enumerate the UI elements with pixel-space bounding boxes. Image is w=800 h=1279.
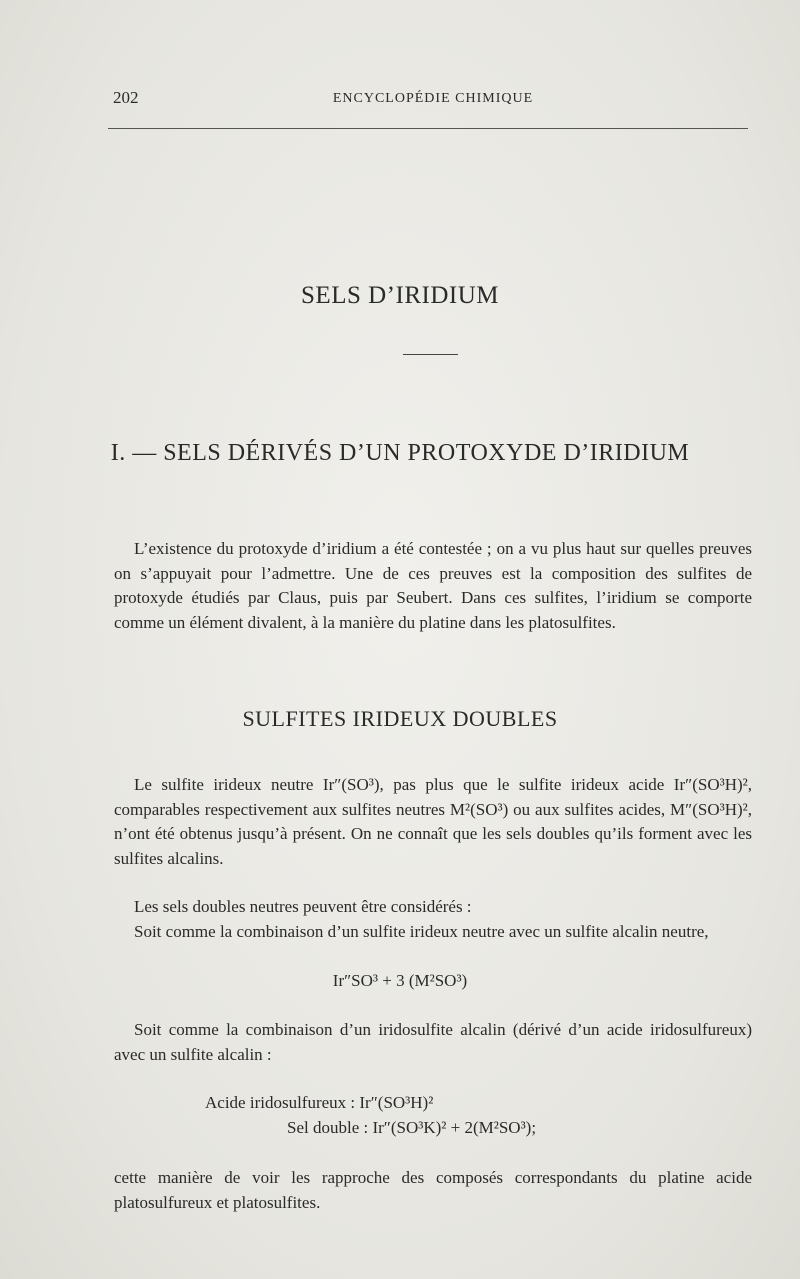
- paragraph-sulfites: Le sulfite irideux neutre Ir″(SO³), pas plus que le sulfite irideux acide Ir″(SO³H)², comparables respectivement aux sulfites neutres M²(SO³) ou aux sulfites acides, M″(SO³H)², n’ont été obtenus jusqu’à présent. On ne connaît que les sels doubles qu’ils forment avec les sulfites alcalins.: [114, 775, 752, 868]
- title-divider: [403, 354, 458, 355]
- paragraph-combination-2: Soit comme la combinaison d’un iridosulfite alcalin (dérivé d’un acide iridosulfureux) avec un sulfite alcalin :: [114, 1020, 752, 1064]
- formula-neutral-salt: Ir″SO³ + 3 (M²SO³): [332, 971, 468, 990]
- paragraph-conclusion: cette manière de voir les rapproche des composés correspondants du platine acide platosulfureux et platosulfites.: [114, 1168, 752, 1212]
- header-rule: [108, 128, 748, 129]
- page-header: [113, 88, 753, 112]
- formula-acid: Acide iridosulfureux : Ir″(SO³H)²: [205, 1093, 434, 1112]
- page-title: SELS D’IRIDIUM: [301, 282, 499, 309]
- section-heading: I. — SELS DÉRIVÉS D’UN PROTOXYDE D’IRIDIUM: [110, 440, 690, 466]
- paragraph-intro: L’existence du protoxyde d’iridium a été contestée ; on a vu plus haut sur quelles preuves on s’appuyait pour l’admettre. Une de ces preuves est la composition des sulfites de protoxyde étudiés par Claus, puis par Seubert. Dans ces sulfites, l’iridium se comporte comme un élément divalent, à la manière du platine dans les platosulfites.: [114, 539, 752, 632]
- page-number: 202: [113, 88, 139, 107]
- paragraph-combination-1: Soit comme la combinaison d’un sulfite irideux neutre avec un sulfite alcalin neutre,: [134, 922, 709, 941]
- running-title: ENCYCLOPÉDIE CHIMIQUE: [332, 91, 534, 106]
- formula-double-salt: Sel double : Ir″(SO³K)² + 2(M²SO³);: [287, 1118, 537, 1137]
- paragraph-double-salts: Les sels doubles neutres peuvent être considérés :: [134, 897, 472, 916]
- subsection-heading: SULFITES IRIDEUX DOUBLES: [242, 706, 558, 731]
